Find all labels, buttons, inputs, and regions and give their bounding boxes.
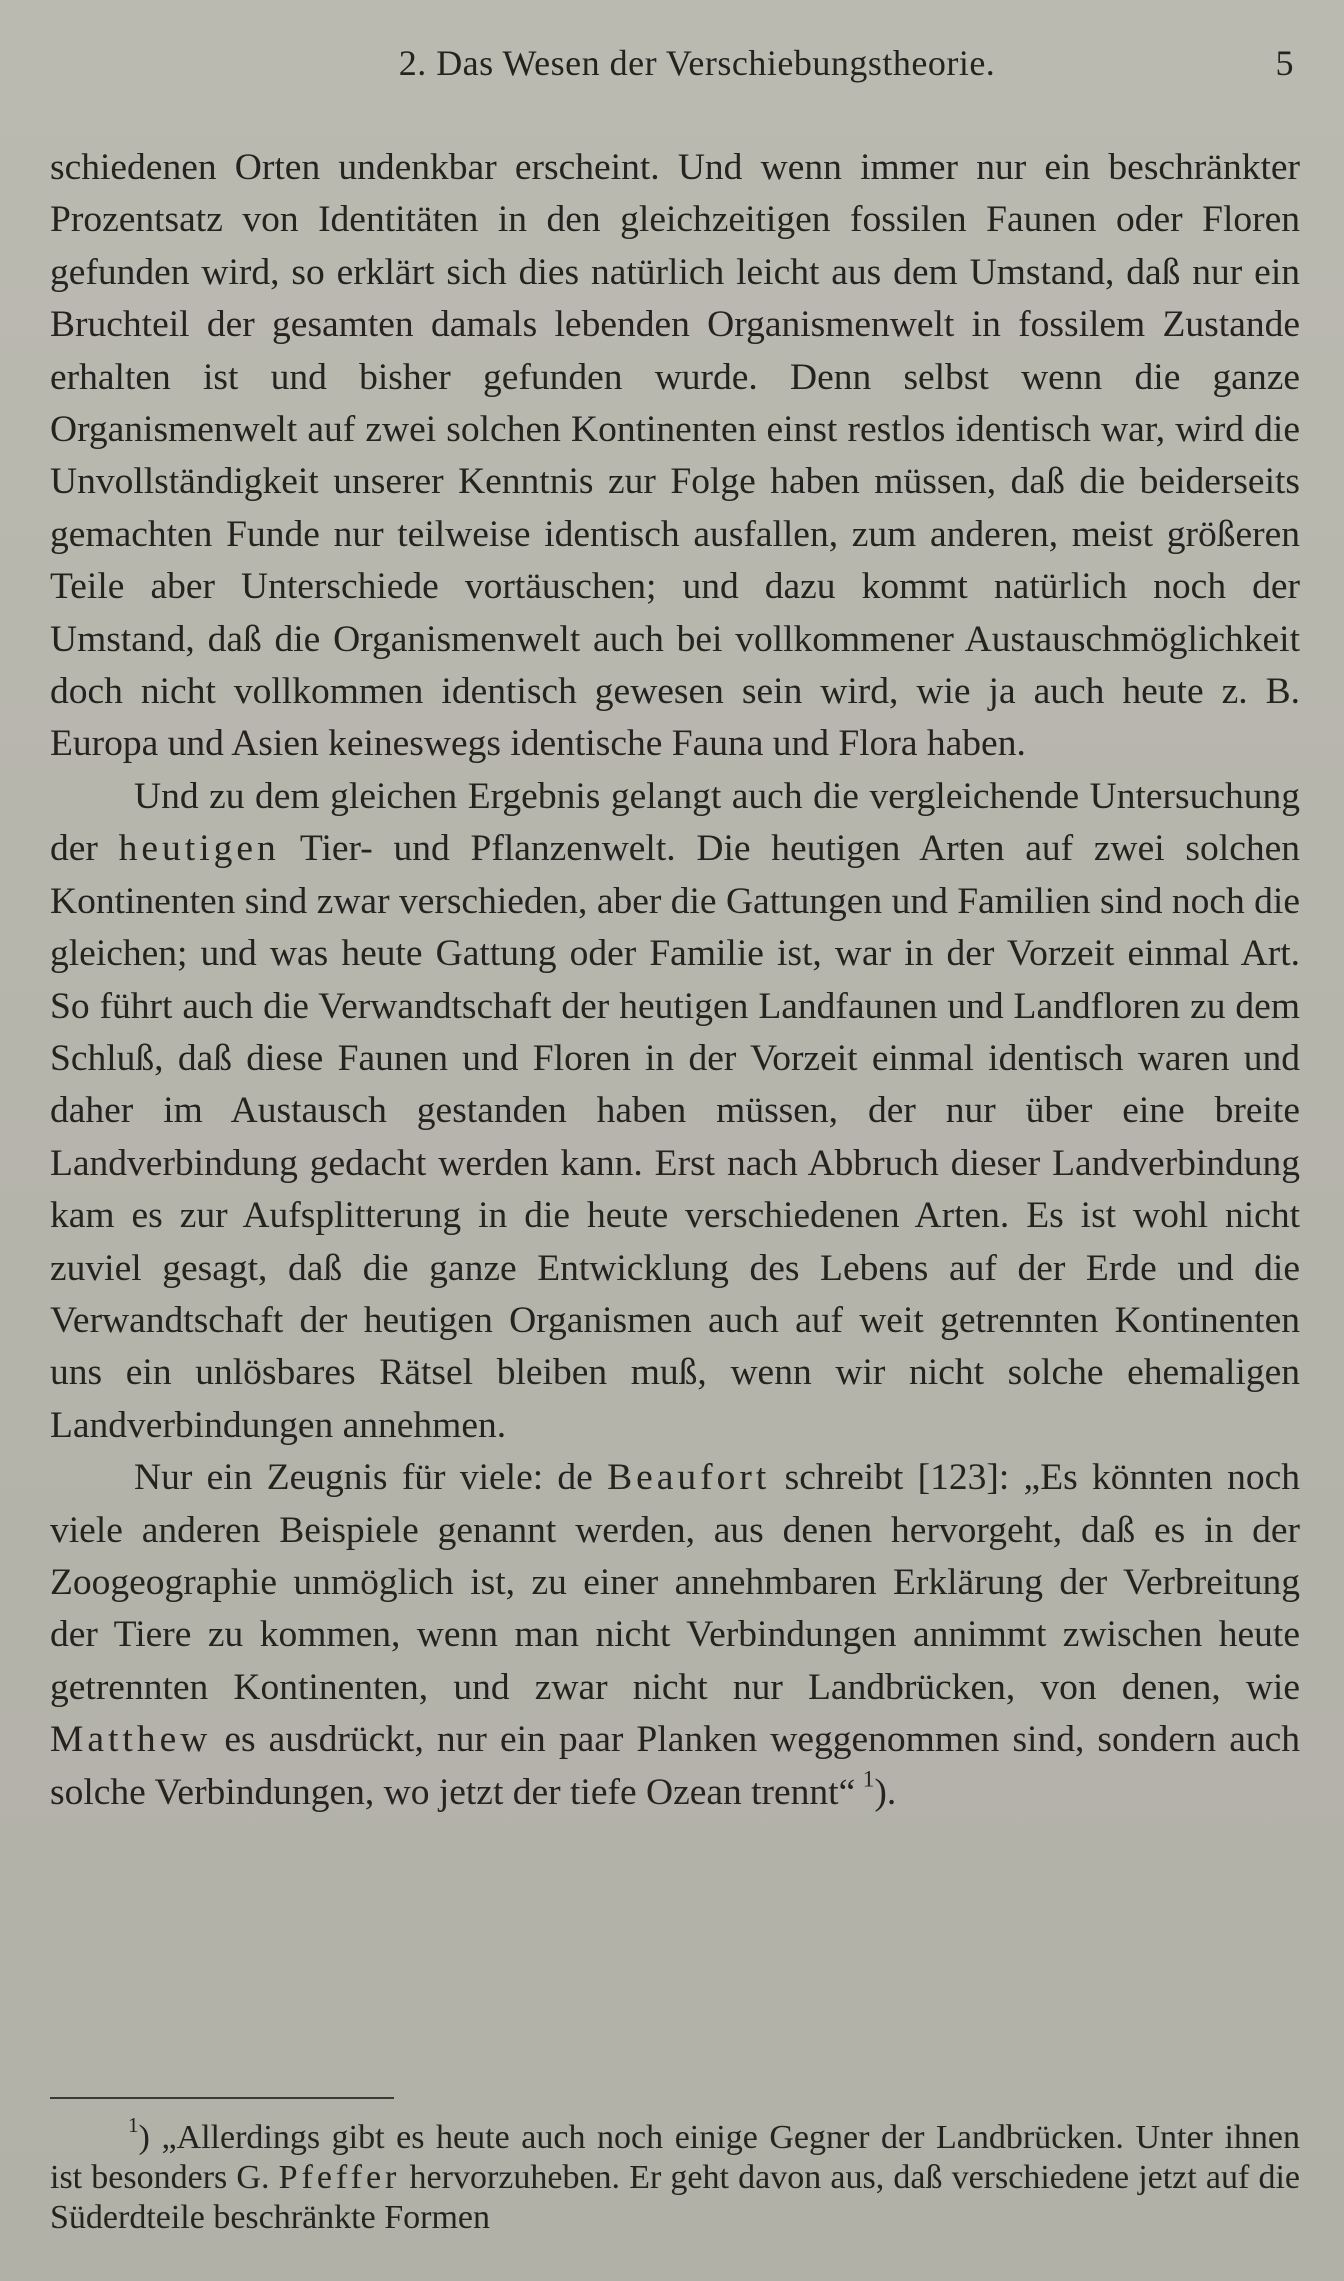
paragraph-2 — [50, 771, 1300, 1452]
footnotes — [50, 2113, 1300, 2238]
paragraph-3-closing: ). — [874, 1771, 897, 1813]
footnote-divider — [50, 2097, 394, 2099]
paragraph-3-quote: schreibt [123]: „Es könnten noch viele anderen Beispiele genannt werden, aus denen hervorgeht, daß es in der Zoogeographie unmöglich ist, zu einer annehmbaren Erklärung der Verbreitung der Tiere zu kommen, wenn man nicht Verbindungen annimmt zwischen heute getrennten Kontinenten, und zwar nicht nur Landbrücken, von denen, wie — [50, 1457, 1300, 1708]
paragraph-2-text-end: Tier- und Pflanzenwelt. Die heutigen Arten auf zwei solchen Kontinenten sind zwar verschieden, aber die Gattungen und Familien sind noch die gleichen; und was heute Gattung oder Familie ist, war in der Vorzeit einmal Art. So führt auch die Verwandtschaft der heutigen Landfaunen und Landfloren zu dem Schluß, daß diese Faunen und Floren in der Vorzeit einmal identisch waren und daher im Austausch gestanden haben müssen, der nur über eine breite Landverbindung gedacht werden kann. Erst nach Abbruch dieser Landverbindung kam es zur Aufsplitterung in die heute verschiedenen Arten. Es ist wohl nicht zuviel gesagt, daß die ganze Entwicklung des Lebens auf der Erde und die Verwandtschaft der heutigen Organismen auch auf weit getrennten Kontinenten uns ein unlösbares Rätsel bleiben muß, wenn wir nicht solche ehemaligen Landverbindungen annehmen. — [50, 828, 1300, 1446]
paragraph-3-text-start: Nur ein Zeugnis für viele: de — [134, 1457, 608, 1499]
footnote-1 — [50, 2113, 1300, 2238]
footnote-text-end: hervorzuheben. Er geht davon aus, daß verschiedene jetzt auf die Süderdteile beschränkte Formen — [50, 2159, 1300, 2236]
paragraph-3-quote-end: es ausdrückt, nur ein paar Planken weggenommen sind, sondern auch solche Verbindungen, wo jetzt der tiefe Ozean trennt“ — [50, 1719, 1300, 1813]
paragraph-2-text-start: Und zu dem gleichen Ergebnis gelangt auch die vergleichende Untersuchung der — [50, 775, 1300, 870]
footnote-marker-close: ) — [138, 2119, 150, 2156]
author-name-beaufort: Beaufort — [607, 1457, 771, 1499]
paragraph-1: schiedenen Orten undenkbar erscheint. Und wenn immer nur ein beschränkter Prozentsatz von Identitäten in den gleichzeitigen fossilen Faunen oder Floren gefunden wird, so erklärt sich dies natürlich leicht aus dem Umstand, daß nur ein Bruchteil der gesamten damals lebenden Organismenwelt in fossilem Zustande erhalten ist und bisher gefunden wurde. Denn selbst wenn die ganze Organismenwelt auf zwei solchen Kontinenten einst restlos identisch war, wird die Unvollständigkeit unserer Kenntnis zur Folge haben müssen, daß die beiderseits gemachten Funde nur teilweise identisch ausfallen, zum anderen, meist größeren Teile aber Unterschiede vortäuschen; und dazu kommt natürlich noch der Umstand, daß die Organismenwelt auch bei vollkommener Austauschmöglichkeit doch nicht vollkommen identisch gewesen sein wird, wie ja auch heute z. B. Europa und Asien keineswegs identische Fauna und Flora haben. — [50, 147, 1300, 765]
paragraph-3 — [50, 1452, 1300, 1819]
author-name-matthew: Matthew — [50, 1719, 212, 1761]
running-title: 2. Das Wesen der Verschiebungstheorie. — [398, 43, 996, 83]
footnote-text-start: „Allerdings gibt es heute auch noch einige Gegner der Landbrücken. Unter ihnen ist besonders G. — [50, 2119, 1300, 2196]
body-text — [50, 142, 1300, 1819]
footnote-reference: 1 — [862, 1766, 875, 1793]
author-name-pfeffer: Pfeffer — [278, 2159, 401, 2196]
footnote-marker: 1 — [128, 2113, 139, 2138]
running-head — [50, 42, 1296, 92]
emphasis-heutigen: heutigen — [118, 828, 280, 870]
page-number: 5 — [1275, 43, 1294, 83]
